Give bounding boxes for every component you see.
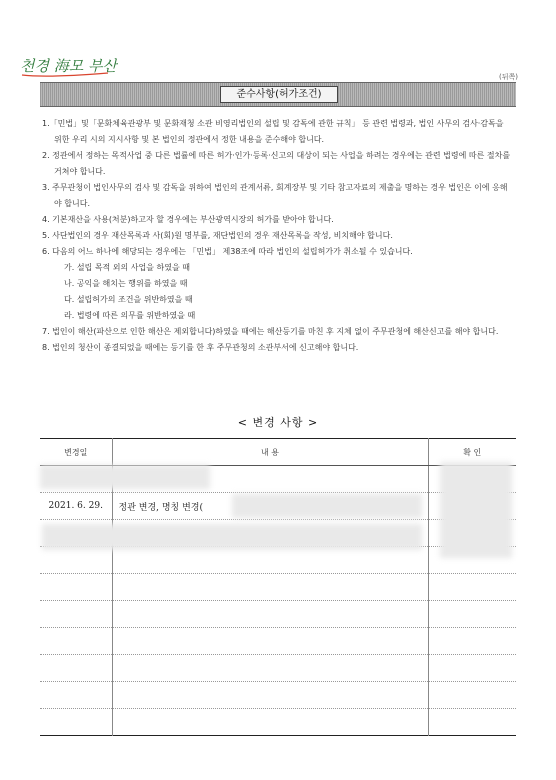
table-row xyxy=(40,709,516,736)
change-date xyxy=(40,547,112,574)
change-confirm xyxy=(428,628,516,655)
table-row xyxy=(40,574,516,601)
change-confirm xyxy=(428,601,516,628)
column-header-date: 변경일 xyxy=(40,439,112,466)
change-confirm xyxy=(428,682,516,709)
rule-sub-item: 가. 설립 목적 외의 사업을 하였을 때 xyxy=(64,263,190,272)
change-content xyxy=(112,601,428,628)
rule-item: 1.「민법」및「문화체육관광부 및 문화재청 소관 비영리법인의 설립 및 감독에 관한 규칙」 등 관련 법령과, 법인 사무의 검사·감독을 위한 우리 시의 지시사항 및 본 법인의 정관에서 정한 내용을 준수해야 합니다. xyxy=(42,119,504,144)
column-header-confirm: 확 인 xyxy=(428,439,516,466)
title-banner xyxy=(40,82,516,107)
redacted-region xyxy=(40,465,210,489)
logo-text: 천경 海모 부산 xyxy=(20,57,117,75)
change-section-heading: < 변경 사항 > xyxy=(237,416,319,429)
change-content xyxy=(112,709,428,736)
rule-item: 2. 정관에서 정하는 목적사업 중 다른 법률에 따른 허가·인가·등록·신고의 대상이 되는 사업을 하려는 경우에는 관련 법령에 따른 절차를 거쳐야 합니다. xyxy=(42,151,511,176)
rule-sub-item: 나. 공익을 해치는 행위를 하였을 때 xyxy=(64,279,188,288)
change-date: 2021. 6. 29. xyxy=(40,493,112,520)
change-date xyxy=(40,655,112,682)
rule-item: 7. 법인이 해산(파산으로 인한 해산은 제외합니다)하였을 때에는 해산등기를 마친 후 지체 없이 주무관청에 해산신고를 해야 합니다. xyxy=(42,327,499,336)
change-date xyxy=(40,574,112,601)
redacted-region xyxy=(42,524,422,550)
table-row xyxy=(40,655,516,682)
change-confirm xyxy=(428,574,516,601)
change-confirm xyxy=(428,709,516,736)
table-row xyxy=(40,628,516,655)
column-header-content: 내 용 xyxy=(112,439,428,466)
change-content xyxy=(112,655,428,682)
change-date xyxy=(40,628,112,655)
change-date xyxy=(40,601,112,628)
change-date xyxy=(40,709,112,736)
rule-item: 6. 다음의 어느 하나에 해당되는 경우에는 「민법」 제38조에 따라 법인의 설립허가가 취소될 수 있습니다. xyxy=(42,247,413,256)
change-content xyxy=(112,574,428,601)
table-row xyxy=(40,601,516,628)
change-date xyxy=(40,682,112,709)
rule-sub-item: 라. 법령에 따른 의무를 위반하였을 때 xyxy=(64,311,196,320)
redacted-region xyxy=(440,462,512,558)
busan-logo xyxy=(18,52,118,78)
banner-title: 준수사항(허가조건) xyxy=(220,86,338,103)
change-content xyxy=(112,628,428,655)
change-confirm xyxy=(428,655,516,682)
rule-sub-item: 다. 설립허가의 조건을 위반하였을 때 xyxy=(64,295,193,304)
rule-item: 5. 사단법인의 경우 재산목록과 사(회)원 명부를, 재단법인의 경우 재산목록을 작성, 비치해야 합니다. xyxy=(42,231,393,240)
page-side-label: (뒤쪽) xyxy=(499,73,518,81)
change-content xyxy=(112,682,428,709)
change-content: 정관 변경, 명칭 변경( xyxy=(112,493,428,520)
rule-item: 8. 법인의 청산이 종결되었을 때에는 등기를 한 후 주무관청의 소관부서에 신고해야 합니다. xyxy=(42,343,359,352)
table-row xyxy=(40,682,516,709)
change-content xyxy=(112,547,428,574)
redacted-region xyxy=(232,494,422,518)
rule-item: 3. 주무관청이 법인사무의 검사 및 감독을 위하여 법인의 관계서류, 회계장부 및 기타 참고자료의 제출을 명하는 경우 법인은 이에 응해야 합니다. xyxy=(42,183,508,208)
rule-item: 4. 기본재산을 사용(처분)하고자 할 경우에는 부산광역시장의 허가를 받아야 합니다. xyxy=(42,215,334,224)
compliance-rules-list xyxy=(42,116,512,356)
